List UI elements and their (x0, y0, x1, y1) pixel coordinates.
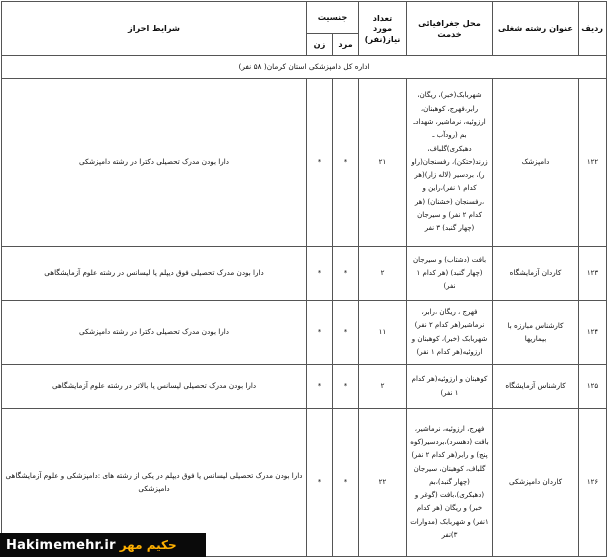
male-mark: * (333, 79, 359, 247)
qualification-conditions: دارا بودن مدرک تحصیلی فوق دیپلم یا لیسانس در رشته علوم آزمایشگاهی (2, 247, 307, 301)
table-row (2, 79, 607, 247)
service-location: شهربابک(خبر)، ریگان، رابر،فهرج، کوهبنان، ارزوئیه، نرماشیر، شهدادـ بم (رودآب ـ دهبکری)گلباف، زرند(حتکن)، رفسنجان(راو ر)، بردسیر (لاله زار)(هر کدام ۱ نفر)،راین و ،رفسنجان (خشنان) (هر کدام ۲ نفر) و سیرجان (چهار گنبد) ۳ نفر (407, 79, 493, 247)
job-title: کارشناس آزمایشگاه (493, 365, 579, 409)
job-title: کارشناس مبارزه با بیماریها (493, 301, 579, 365)
header-male: مرد (333, 34, 359, 56)
service-location: فهرج، ارزوئیه، نرماشیر، بافت (دهسرد)،بردسیر(کوه پنج) و رابر(هر کدام ۲ نفر) گلباف، کوهبنان، سیرجان (چهار گنبد)،بم (دهبکری)،بافت (گوغر و خبر) و ریگان (هر کدام ۱نفر) و شهربابک (مدوارات ۳)نفر (407, 409, 493, 557)
section-title: اداره کل دامپزشکی استان کرمان( ۵۸ نفر) (2, 56, 607, 79)
row-number: ۱۲۶ (579, 409, 607, 557)
required-count: ۲۱ (359, 79, 407, 247)
service-location: کوهبنان و ارزوئیه(هر کدام ۱ نفر) (407, 365, 493, 409)
female-mark: * (307, 247, 333, 301)
male-mark: * (333, 409, 359, 557)
watermark-name: حکیم مهر (119, 538, 177, 552)
service-location: فهرج ، ریگان ،رابر، نرماشیر(هر کدام ۲ نفر) شهربابک (خبر)، کوهبنان و ارزوئیه(هر کدام ۱ نفر) (407, 301, 493, 365)
female-mark: * (307, 365, 333, 409)
header-conditions: شرایط احراز (2, 2, 307, 56)
site-watermark (0, 533, 206, 557)
row-number: ۱۲۲ (579, 79, 607, 247)
row-number: ۱۲۴ (579, 301, 607, 365)
male-mark: * (333, 301, 359, 365)
header-female: زن (307, 34, 333, 56)
job-title: دامپزشک (493, 79, 579, 247)
table-row (2, 247, 607, 301)
header-location: محل جغرافیائی خدمت (407, 2, 493, 56)
male-mark: * (333, 247, 359, 301)
qualification-conditions: دارا بودن مدرک تحصیلی دکترا در رشته دامپزشکی (2, 79, 307, 247)
table-row (2, 365, 607, 409)
job-title: کاردان دامپزشکی (493, 409, 579, 557)
qualification-conditions: دارا بودن مدرک تحصیلی دکترا در رشته دامپزشکی (2, 301, 307, 365)
service-location: بافت (دشتاب) و سیرجان (چهار گنبد) (هر کدام ۱ نفر) (407, 247, 493, 301)
table-row (2, 301, 607, 365)
qualification-conditions: دارا بودن مدرک تحصیلی لیسانس یا فوق دیپلم در یکی از رشته های :دامپزشکی و علوم آزمایشگاهی دامپزشکی (2, 409, 307, 557)
qualification-conditions: دارا بودن مدرک تحصیلی لیسانس یا بالاتر در رشته علوم آزمایشگاهی (2, 365, 307, 409)
female-mark: * (307, 301, 333, 365)
required-count: ۲ (359, 247, 407, 301)
required-count: ۱۱ (359, 301, 407, 365)
row-number: ۱۲۳ (579, 247, 607, 301)
required-count: ۲ (359, 365, 407, 409)
male-mark: * (333, 365, 359, 409)
female-mark: * (307, 79, 333, 247)
recruitment-table (1, 1, 607, 557)
row-number: ۱۲۵ (579, 365, 607, 409)
watermark-url: Hakimemehr.ir (6, 537, 116, 553)
required-count: ۲۲ (359, 409, 407, 557)
header-row-no: ردیف (579, 2, 607, 56)
header-gender: جنسیت (307, 2, 359, 34)
female-mark: * (307, 409, 333, 557)
job-title: کاردان آزمایشگاه (493, 247, 579, 301)
header-count: تعداد مورد نیاز(نفر) (359, 2, 407, 56)
header-job-title: عنوان رشته شغلی (493, 2, 579, 56)
